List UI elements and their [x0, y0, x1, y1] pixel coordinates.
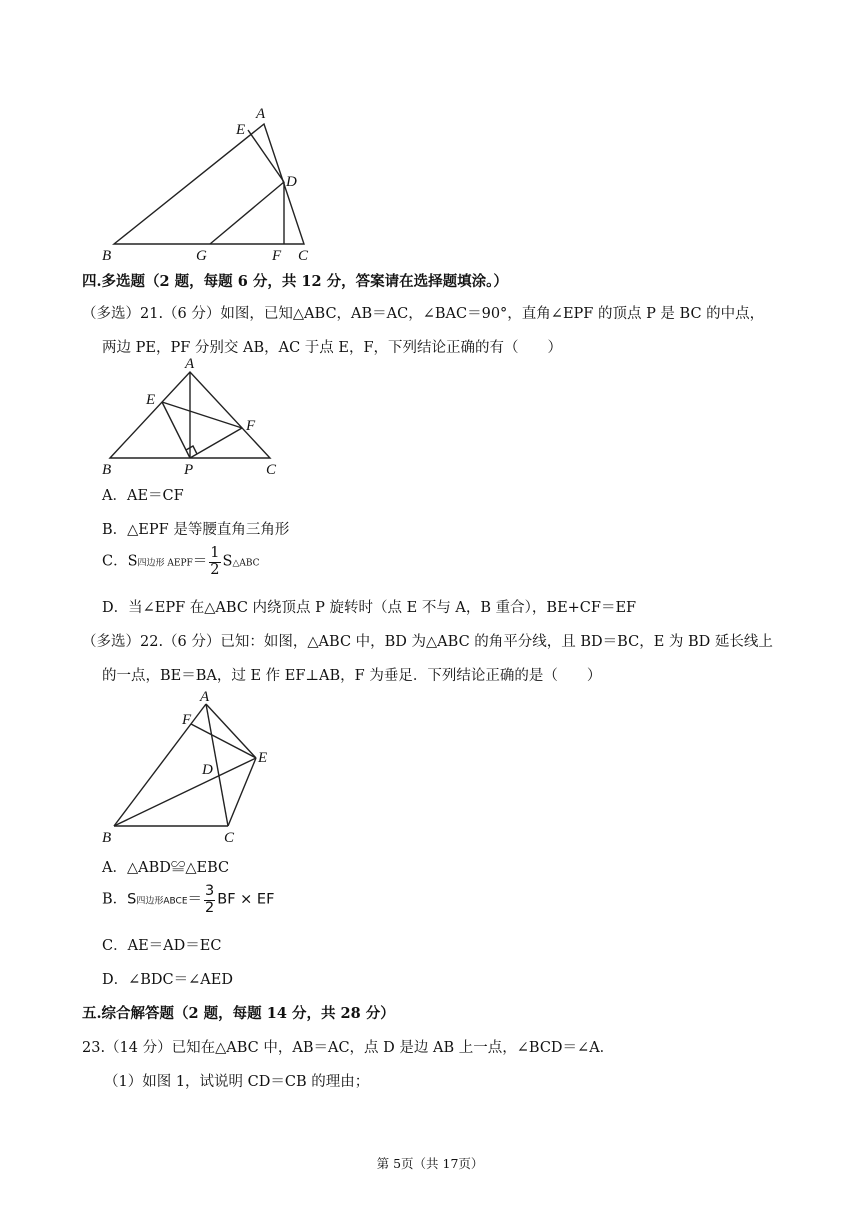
- figure-q21: [98, 358, 298, 478]
- segment-pf: [190, 428, 242, 458]
- label-b: B: [102, 462, 112, 478]
- q22-option-b-eq: ＝: [187, 891, 203, 908]
- label-a: A: [256, 106, 266, 122]
- q21-option-c-prefix: C．S: [102, 553, 138, 570]
- label-a: A: [200, 689, 210, 705]
- label-a: A: [185, 358, 195, 372]
- q22-option-d: D．∠BDC＝∠AED: [102, 972, 233, 988]
- section-4-title: 四.多选题（2 题，每题 6 分，共 12 分，答案请在选择题填涂。）: [82, 273, 508, 290]
- label-e: E: [258, 750, 268, 766]
- q22-option-b-sub: 四边形ABCE: [136, 896, 188, 907]
- label-c: C: [224, 830, 235, 846]
- label-d: D: [202, 762, 213, 778]
- q21-option-c-sub: 四边形 AEPF: [137, 558, 193, 569]
- segment-fe: [191, 724, 256, 758]
- q22-stem-line1: （多选）22.（6 分）已知：如图，△ABC 中，BD 为△ABC 的角平分线，且 BD＝BC，E 为 BD 延长线上: [82, 634, 773, 650]
- q21-stem-line1: （多选）21.（6 分）如图，已知△ABC，AB＝AC，∠BAC＝90°，直角∠EPF 的顶点 P 是 BC 的中点，: [82, 306, 765, 322]
- triangle-abc: [114, 124, 304, 244]
- q21-option-d: D．当∠EPF 在△ABC 内绕顶点 P 旋转时（点 E 不与 A，B 重合），BE+CF＝EF: [102, 600, 637, 616]
- q21-option-a: A．AE＝CF: [102, 488, 184, 504]
- label-p: P: [184, 462, 194, 478]
- label-c: C: [298, 248, 309, 264]
- label-f: F: [272, 248, 282, 264]
- q22-option-b-tail: BF × EF: [217, 891, 275, 908]
- q21-option-c-eq: ＝: [192, 553, 208, 570]
- segment-ae: [206, 704, 256, 758]
- q22-option-b: [102, 884, 274, 915]
- segment-ba: [114, 704, 206, 826]
- q23-stem-line1: 23.（14 分）已知在△ABC 中，AB＝AC，点 D 是边 AB 上一点，∠BCD＝∠A．: [82, 1040, 615, 1056]
- figure-top-triangle: [96, 100, 316, 266]
- q22-option-a: A．△ABD≌△EBC: [102, 860, 230, 876]
- figure-q22: [98, 688, 298, 848]
- section-5-title: 五.综合解答题（2 题，每题 14 分，共 28 分）: [82, 1005, 395, 1022]
- q21-option-c-fraction: [209, 546, 220, 577]
- label-g: G: [196, 248, 207, 264]
- q21-option-c: [102, 546, 260, 577]
- q22-option-b-den: 2: [205, 899, 215, 916]
- label-d: D: [286, 174, 297, 190]
- label-b: B: [102, 830, 112, 846]
- label-b: B: [102, 248, 112, 264]
- segment-ed: [248, 130, 284, 182]
- q21-option-c-num: 1: [210, 545, 220, 561]
- label-e: E: [236, 122, 246, 138]
- q21-option-c-den: 2: [210, 561, 220, 578]
- segment-be: [114, 758, 256, 826]
- q22-option-c: C．AE＝AD＝EC: [102, 938, 222, 954]
- q22-option-b-s: S: [127, 891, 137, 908]
- label-f: F: [182, 712, 192, 728]
- page-footer: 第 5页（共 17页）: [376, 1156, 484, 1171]
- q22-option-b-prefix: B．: [102, 891, 128, 908]
- q22-stem-line2: 的一点，BE＝BA，过 E 作 EF⊥AB，F 为垂足．下列结论正确的是（ ）: [102, 668, 602, 684]
- q21-option-b: B．△EPF 是等腰直角三角形: [102, 522, 290, 538]
- q21-option-c-sub2: △ABC: [232, 558, 260, 569]
- label-c: C: [266, 462, 277, 478]
- segment-ce: [228, 758, 256, 826]
- q22-option-b-fraction: [204, 884, 215, 915]
- label-f: F: [246, 418, 256, 434]
- segment-gd: [210, 182, 284, 244]
- q21-option-c-s: S: [222, 553, 233, 570]
- q22-option-b-num: 3: [205, 883, 215, 899]
- label-e: E: [146, 392, 156, 408]
- q23-part1: （1）如图 1，试说明 CD＝CB 的理由；: [104, 1074, 370, 1090]
- q21-stem-line2: 两边 PE，PF 分别交 AB，AC 于点 E，F，下列结论正确的有（ ）: [102, 340, 563, 356]
